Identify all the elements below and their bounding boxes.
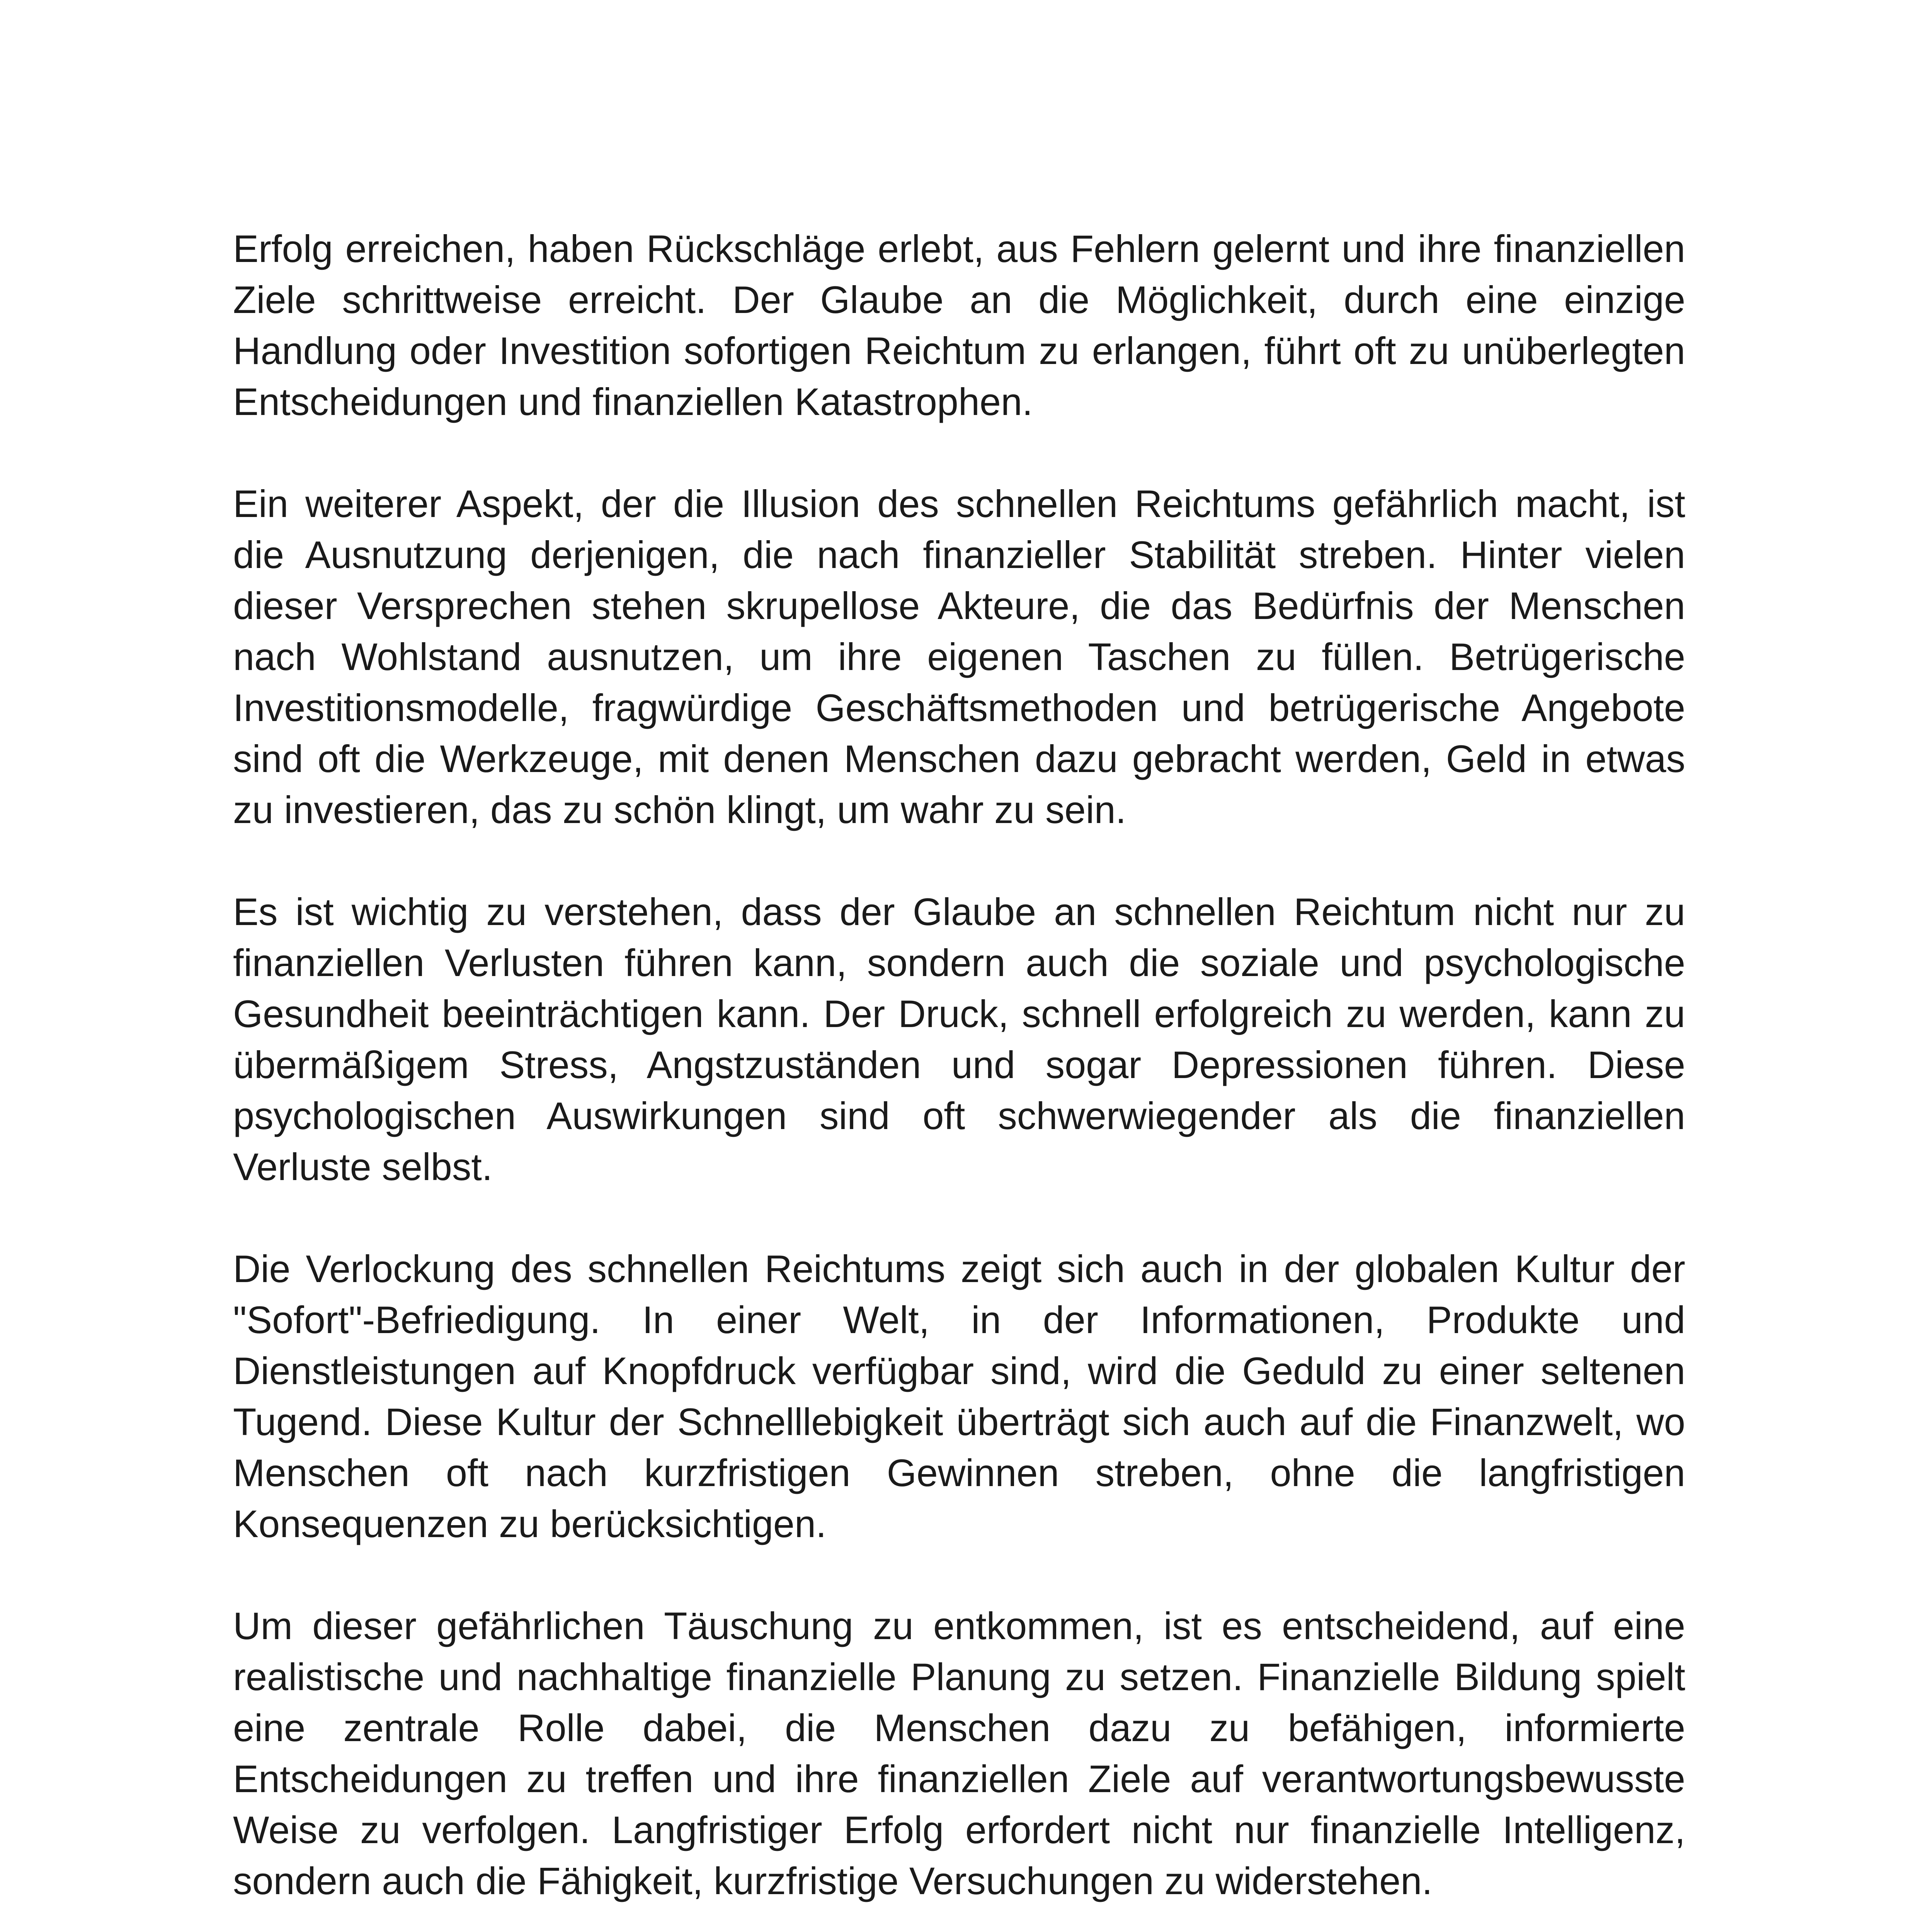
paragraph-line: Dienstleistungen auf Knopfdruck verfügbar sind, wird die Geduld zu einer seltenen xyxy=(233,1349,1685,1392)
paragraph-line: Handlung oder Investition sofortigen Reichtum zu erlangen, führt oft zu unüberlegten xyxy=(233,329,1685,372)
paragraph xyxy=(233,478,1685,835)
paragraph-line: Es ist wichtig zu verstehen, dass der Glaube an schnellen Reichtum nicht nur zu xyxy=(233,890,1685,933)
paragraph-line: sondern auch die Fähigkeit, kurzfristige Versuchungen zu widerstehen. xyxy=(233,1859,1433,1902)
paragraph-line: Entscheidungen und finanziellen Katastrophen. xyxy=(233,380,1033,423)
paragraph-line: übermäßigem Stress, Angstzuständen und sogar Depressionen führen. Diese xyxy=(233,1043,1685,1086)
document-body xyxy=(233,223,1685,1932)
paragraph-line: psychologischen Auswirkungen sind oft schwerwiegender als die finanziellen xyxy=(233,1094,1685,1137)
paragraph-line: Investitionsmodelle, fragwürdige Geschäftsmethoden und betrügerische Angebote xyxy=(233,686,1685,729)
paragraph-line: Ein weiterer Aspekt, der die Illusion des schnellen Reichtums gefährlich macht, ist xyxy=(233,482,1685,525)
paragraph-line: Konsequenzen zu berücksichtigen. xyxy=(233,1502,827,1545)
paragraph-line: zu investieren, das zu schön klingt, um wahr zu sein. xyxy=(233,788,1126,831)
paragraph-line: die Ausnutzung derjenigen, die nach finanzieller Stabilität streben. Hinter vielen xyxy=(233,533,1685,576)
paragraph-line: "Sofort"-Befriedigung. In einer Welt, in der Informationen, Produkte und xyxy=(233,1298,1685,1341)
paragraph-line: dieser Versprechen stehen skrupellose Akteure, die das Bedürfnis der Menschen xyxy=(233,584,1685,627)
paragraph-line: Menschen oft nach kurzfristigen Gewinnen streben, ohne die langfristigen xyxy=(233,1451,1685,1494)
paragraph-line: Ziele schrittweise erreicht. Der Glaube an die Möglichkeit, durch eine einzige xyxy=(233,278,1685,321)
paragraph xyxy=(233,1600,1685,1906)
paragraph-line: Entscheidungen zu treffen und ihre finanziellen Ziele auf verantwortungsbewusste xyxy=(233,1757,1685,1800)
paragraph-line: finanziellen Verlusten führen kann, sondern auch die soziale und psychologische xyxy=(233,941,1685,984)
paragraph-line: Die Verlockung des schnellen Reichtums zeigt sich auch in der globalen Kultur der xyxy=(233,1247,1685,1290)
paragraph-line: sind oft die Werkzeuge, mit denen Menschen dazu gebracht werden, Geld in etwas xyxy=(233,737,1685,780)
paragraph-line: Tugend. Diese Kultur der Schnelllebigkeit überträgt sich auch auf die Finanzwelt, wo xyxy=(233,1400,1685,1443)
paragraph-line: Verluste selbst. xyxy=(233,1145,493,1188)
paragraph-line: Weise zu verfolgen. Langfristiger Erfolg erfordert nicht nur finanzielle Intelligenz, xyxy=(233,1808,1685,1851)
paragraph-line: Gesundheit beeinträchtigen kann. Der Druck, schnell erfolgreich zu werden, kann zu xyxy=(233,992,1685,1035)
paragraph-line: Um dieser gefährlichen Täuschung zu entkommen, ist es entscheidend, auf eine xyxy=(233,1604,1685,1647)
paragraph-line: Erfolg erreichen, haben Rückschläge erlebt, aus Fehlern gelernt und ihre finanziellen xyxy=(233,227,1685,270)
paragraph xyxy=(233,886,1685,1192)
paragraph-line: realistische und nachhaltige finanzielle Planung zu setzen. Finanzielle Bildung spielt xyxy=(233,1655,1685,1698)
paragraph xyxy=(233,1243,1685,1549)
paragraph-line: eine zentrale Rolle dabei, die Menschen dazu zu befähigen, informierte xyxy=(233,1706,1685,1749)
paragraph xyxy=(233,223,1685,427)
paragraph-line: nach Wohlstand ausnutzen, um ihre eigenen Taschen zu füllen. Betrügerische xyxy=(233,635,1685,678)
